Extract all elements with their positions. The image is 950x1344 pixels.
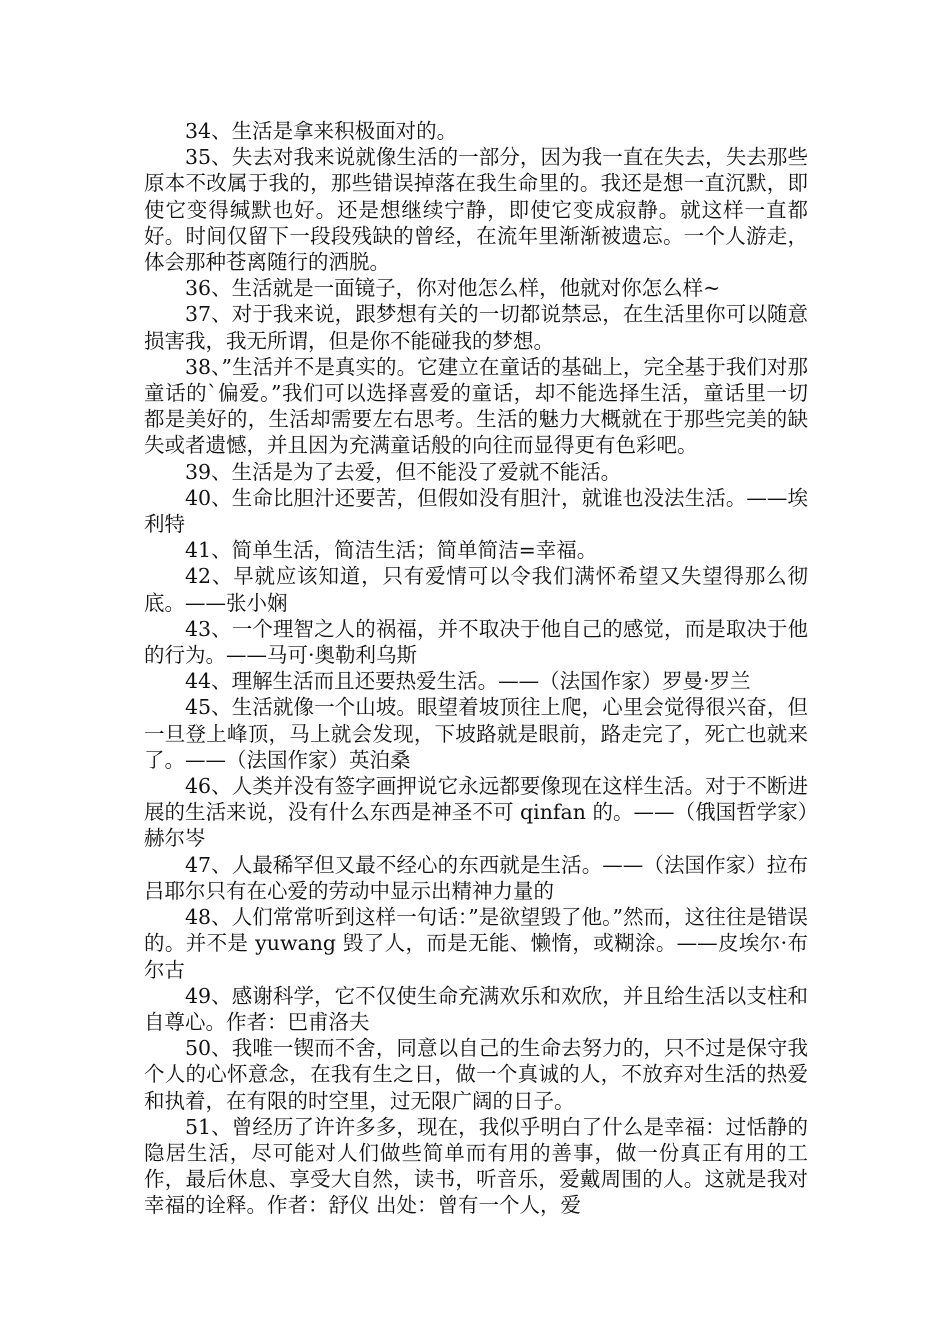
paragraph-39: 39、生活是为了去爱，但不能没了爱就不能活。 — [185, 459, 622, 484]
paragraph-51: 51、曾经历了许许多多，现在，我似乎明白了什么是幸福：过恬静的隐居生活，尽可能对人们做些简单而有用的善事，做一份真正有用的工作，最后休息、享受大自然，读书，听音乐，爱戴周围的人。这就是我对幸福的诠释。作者：舒仪 出处：曾有一个人，爱 — [144, 1114, 808, 1218]
paragraph-48: 48、人们常常听到这样一句话：”是欲望毁了他。”然而，这往往是错误的。并不是 yuwang 毁了人，而是无能、懒惰，或糊涂。——皮埃尔·布尔古 — [144, 905, 808, 982]
paragraph-47: 47、人最稀罕但又最不经心的东西就是生活。——（法国作家）拉布吕耶尔只有在心爱的劳动中显示出精神力量的 — [144, 852, 808, 903]
paragraph-38: 38、”生活并不是真实的。它建立在童话的基础上，完全基于我们对那童话的`偏爱。”我们可以选择喜爱的童话，却不能选择生活，童话里一切都是美好的，生活却需要左右思考。生活的魅力大概就在于那些完美的缺失或者遗憾，并且因为充满童话般的向往而显得更有色彩吧。 — [144, 354, 808, 458]
paragraph-36: 36、生活就是一面镜子，你对他怎么样，他就对你怎么样~ — [185, 276, 721, 301]
paragraph-42: 42、早就应该知道，只有爱情可以令我们满怀希望又失望得那么彻底。——张小娴 — [144, 564, 808, 615]
paragraph-46: 46、人类并没有签字画押说它永远都要像现在这样生活。对于不断进展的生活来说，没有什么东西是神圣不可 qinfan 的。——（俄国哲学家）赫尔岑 — [144, 774, 808, 851]
paragraph-50: 50、我唯一锲而不舍，同意以自己的生命去努力的，只不过是保守我个人的心怀意念，在我有生之日，做一个真诚的人，不放弃对生活的热爱和执着，在有限的时空里，过无限广阔的日子。 — [144, 1036, 808, 1113]
paragraph-49: 49、感谢科学，它不仅使生命充满欢乐和欢欣，并且给生活以支柱和自尊心。作者：巴甫洛夫 — [144, 983, 808, 1034]
paragraph-45: 45、生活就像一个山坡。眼望着坡顶往上爬，心里会觉得很兴奋，但一旦登上峰顶，马上就会发现，下坡路就是眼前，路走完了，死亡也就来了。——（法国作家）英泊桑 — [144, 695, 808, 772]
paragraph-37: 37、对于我来说，跟梦想有关的一切都说禁忌，在生活里你可以随意损害我，我无所谓，但是你不能碰我的梦想。 — [144, 302, 808, 353]
paragraph-43: 43、一个理智之人的祸福，并不取决于他自己的感觉，而是取决于他的行为。——马可·奥勒利乌斯 — [144, 616, 808, 668]
paragraph-34: 34、生活是拿来积极面对的。 — [185, 119, 458, 143]
document-body — [144, 118, 808, 1219]
paragraph-35: 35、失去对我来说就像生活的一部分，因为我一直在失去，失去那些原本不改属于我的，那些错误掉落在我生命里的。我还是想一直沉默，即使它变得缄默也好。还是想继续宁静，即使它变成寂静。就这样一直都好。时间仅留下一段段残缺的曾经，在流年里渐渐被遗忘。一个人游走，体会那种苍离随行的洒脱。 — [144, 145, 808, 275]
paragraph-44: 44、理解生活而且还要热爱生活。——（法国作家）罗曼·罗兰 — [185, 669, 751, 694]
paragraph-40: 40、生命比胆汁还要苦，但假如没有胆汁，就谁也没法生活。——埃利特 — [144, 485, 808, 537]
paragraph-41: 41、简单生活，简洁生活；简单简洁=幸福。 — [185, 538, 598, 563]
